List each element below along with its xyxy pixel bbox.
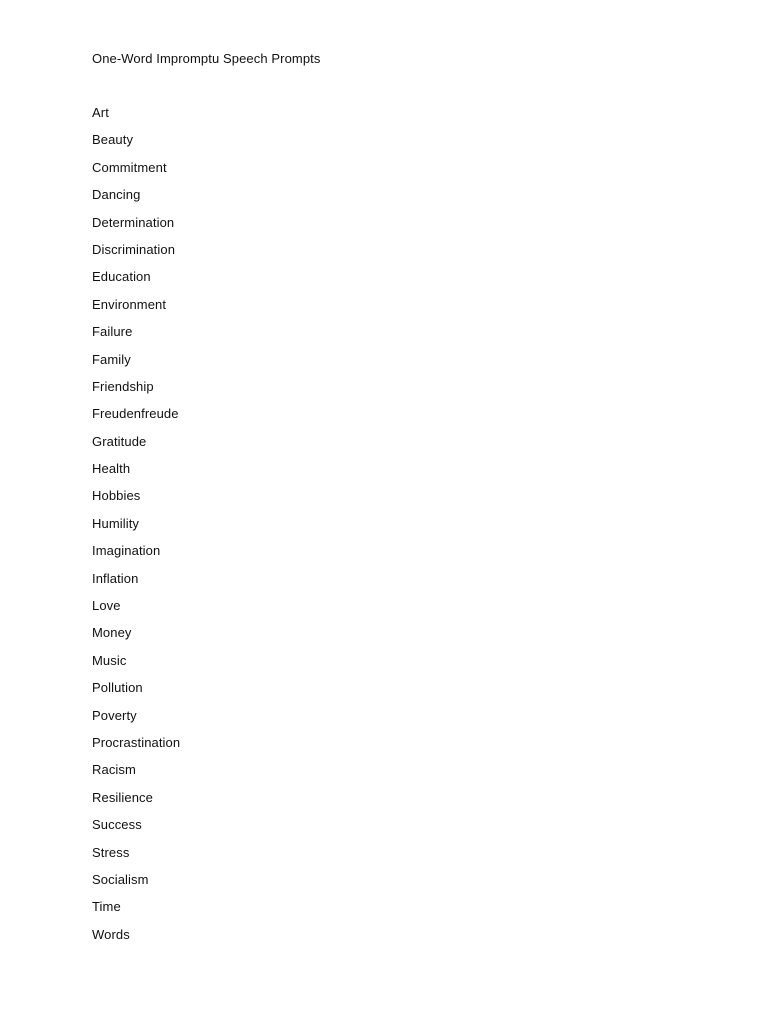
prompt-list <box>92 104 692 953</box>
list-item: Words <box>92 926 130 942</box>
list-item: Environment <box>92 296 167 312</box>
list-item: Success <box>92 817 142 833</box>
list-item: Time <box>92 899 121 915</box>
list-item: Gratitude <box>92 433 147 449</box>
list-item: Stress <box>92 844 130 860</box>
list-item: Determination <box>92 214 175 230</box>
list-item: Hobbies <box>92 488 141 504</box>
document-page <box>92 50 692 953</box>
list-item: Dancing <box>92 187 141 203</box>
list-item: Failure <box>92 324 133 340</box>
list-item: Love <box>92 598 121 614</box>
list-item: Family <box>92 351 131 367</box>
list-item: Education <box>92 269 151 285</box>
list-item: Resilience <box>92 789 153 805</box>
list-item: Freudenfreude <box>92 406 179 422</box>
list-item: Money <box>92 625 132 641</box>
list-item: Poverty <box>92 707 137 723</box>
list-item: Art <box>92 105 109 120</box>
list-item: Procrastination <box>92 734 181 750</box>
list-item: Inflation <box>92 570 139 586</box>
list-item: Friendship <box>92 378 154 394</box>
list-item: Health <box>92 461 131 477</box>
list-item: Socialism <box>92 871 149 887</box>
list-item: Imagination <box>92 543 161 559</box>
list-item: Pollution <box>92 680 143 696</box>
list-item: Humility <box>92 515 140 531</box>
list-item: Racism <box>92 762 136 778</box>
list-item: Discrimination <box>92 241 176 257</box>
list-item: Commitment <box>92 159 167 175</box>
page-title: One-Word Impromptu Speech Prompts <box>92 51 321 66</box>
list-item: Beauty <box>92 132 134 148</box>
list-item: Music <box>92 652 127 668</box>
